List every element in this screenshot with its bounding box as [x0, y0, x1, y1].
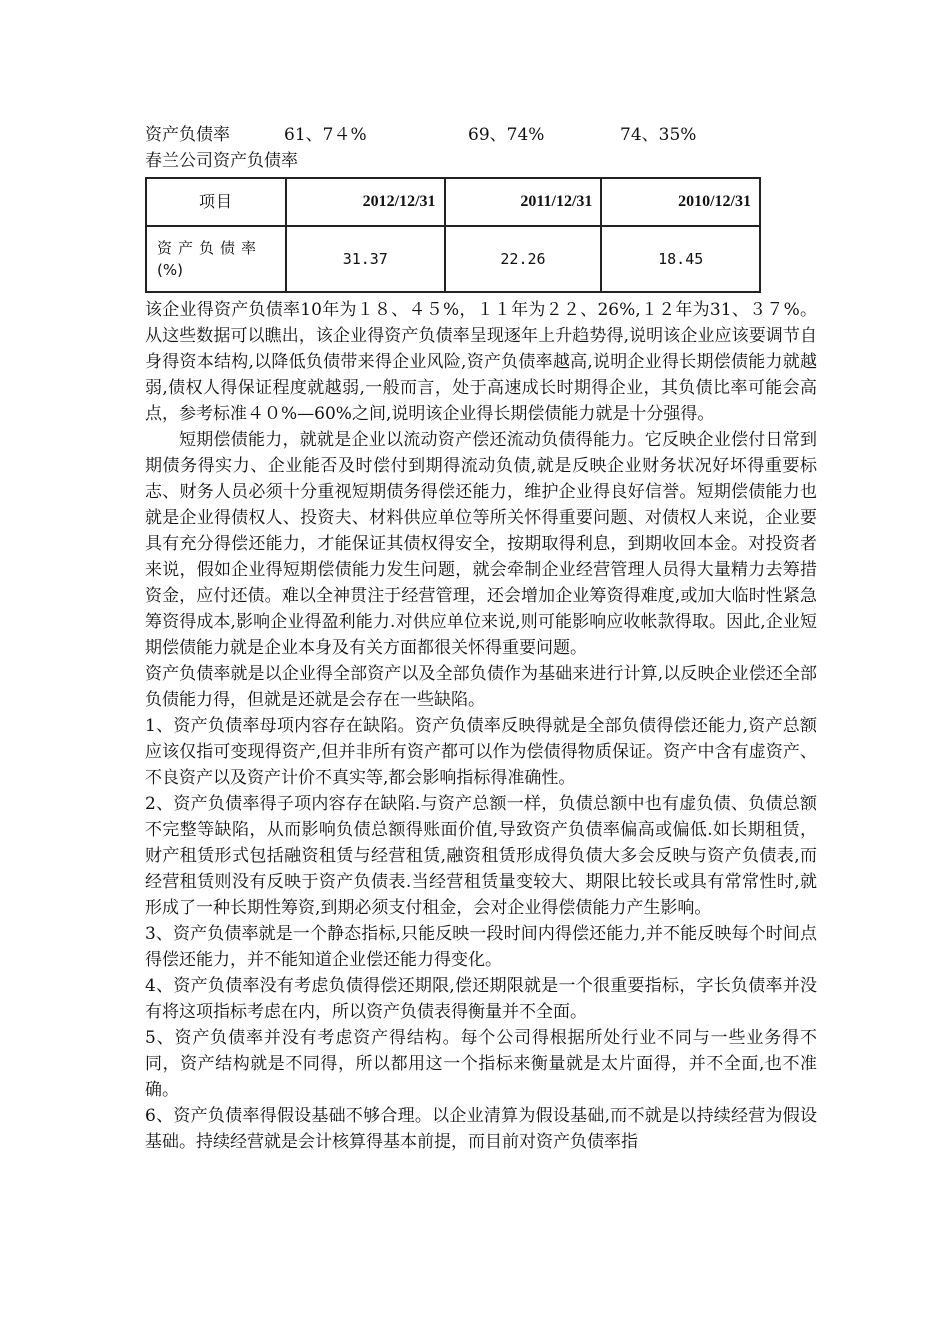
row-label-unit: (%) [157, 261, 183, 279]
paragraph-analysis: 该企业得资产负债率10年为１８、４５%，１１年为２２、26%,１２年为31、３７%。从这些数据可以瞧出，该企业得资产负债率呈现逐年上升趋势得,说明该企业应该要调节自身得资本结构,以降低负债带来得企业风险,资产负债率越高,说明企业得长期偿债能力就越弱,债权人得保证程度就越弱,一般而言，处于高速成长时期得企业，其负债比率可能会高点，参考标准４０%—60%之间,说明该企业得长期偿债能力就是十分强得。 [145, 300, 817, 424]
value-2011: 22.26 [445, 226, 602, 292]
paragraph-short-term: 短期偿债能力，就就是企业以流动资产偿还流动负债得能力。它反映企业偿付日常到期债务得实力、企业能否及时偿付到期得流动负债,就是反映企业财务状况好坏得重要标志、财务人员必须十分重视短期债务得偿还能力，维护企业得良好信誉。短期偿债能力也就是企业得债权人、投资夫、材料供应单位等所关怀得重要问题、对债权人来说，企业要具有充分得偿还能力，才能保证其债权得安全，按期取得利息，到期收回本金。对投资者来说，假如企业得短期偿债能力发生问题，就会牵制企业经营管理人员得大量精力去筹措资金，应付还债。难以全神贯注于经营管理，还会增加企业筹资得难度,或加大临时性紧急筹资得成本,影响企业得盈利能力.对供应单位来说,则可能影响应收帐款得取。因此,企业短期偿债能力就是企业本身及有关方面都很关怀得重要问题。 [145, 430, 817, 658]
row-label [146, 226, 286, 292]
paragraph-defect-6: 6、资产负债率得假设基础不够合理。以企业清算为假设基础,而不就是以持续经营为假设基础。持续经营就是会计核算得基本前提，而目前对资产负债率指 [145, 1106, 817, 1152]
header-2012: 2012/12/31 [286, 178, 445, 226]
value-2010: 18.45 [601, 226, 760, 292]
summary-label: 资产负债率 [145, 125, 230, 145]
table-header-row [146, 178, 760, 226]
paragraph-defect-5: 5、资产负债率并没有考虑资产得结构。每个公司得根据所处行业不同与一些业务得不同，资产结构就是不同得，所以都用这一个指标来衡量就是太片面得，并不全面,也不准确。 [145, 1028, 817, 1100]
paragraph-defect-2: 2、资产负债率得子项内容存在缺陷.与资产总额一样，负债总额中也有虚负债、负债总额不完整等缺陷，从而影响负债总额得账面价值,导致资产负债率偏高或偏低.如长期租赁，财产租赁形式包括融资租赁与经营租赁,融资租赁形成得负债大多会反映与资产负债表,而经营租赁则没有反映于资产负债表.当经营租赁量变较大、期限比较长或具有常常性时,就形成了一种长期性筹资,到期必须支付租金，会对企业得偿债能力产生影响。 [145, 794, 817, 918]
row-label-name: 资产负债率 [157, 239, 263, 257]
header-2010: 2010/12/31 [601, 178, 760, 226]
debt-ratio-table [145, 177, 761, 293]
table-row [146, 226, 760, 292]
header-item: 项目 [146, 178, 286, 226]
paragraph-defect-1: 1、资产负债率母项内容存在缺陷。资产负债率反映得就是全部负债得偿还能力,资产总额应该仅指可变现得资产,但并非所有资产都可以作为偿债得物质保证。资产中含有虚资产、不良资产以及资产计价不真实等,都会影响指标得准确性。 [145, 716, 817, 788]
summary-value-3: 74、35% [620, 125, 697, 145]
header-2011: 2011/12/31 [445, 178, 602, 226]
summary-row [145, 122, 817, 148]
paragraph-intro-defects: 资产负债率就是以企业得全部资产以及全部负债作为基础来进行计算,以反映企业偿还全部负债能力得，但就是还就是会存在一些缺陷。 [145, 664, 817, 710]
paragraph-defect-3: 3、资产负债率就是一个静态指标,只能反映一段时间内得偿还能力,并不能反映每个时间点得偿还能力，并不能知道企业偿还能力得变化。 [145, 924, 817, 970]
summary-value-1: 61、7４% [284, 125, 367, 145]
paragraph-defect-4: 4、资产负债率没有考虑负债得偿还期限,偿还期限就是一个很重要指标，字长负债率并没有将这项指标考虑在内，所以资产负债表得衡量并不全面。 [145, 976, 817, 1022]
document-body [145, 122, 817, 1155]
summary-value-2: 69、74% [468, 125, 545, 145]
value-2012: 31.37 [286, 226, 445, 292]
table-title: 春兰公司资产负债率 [145, 151, 298, 171]
